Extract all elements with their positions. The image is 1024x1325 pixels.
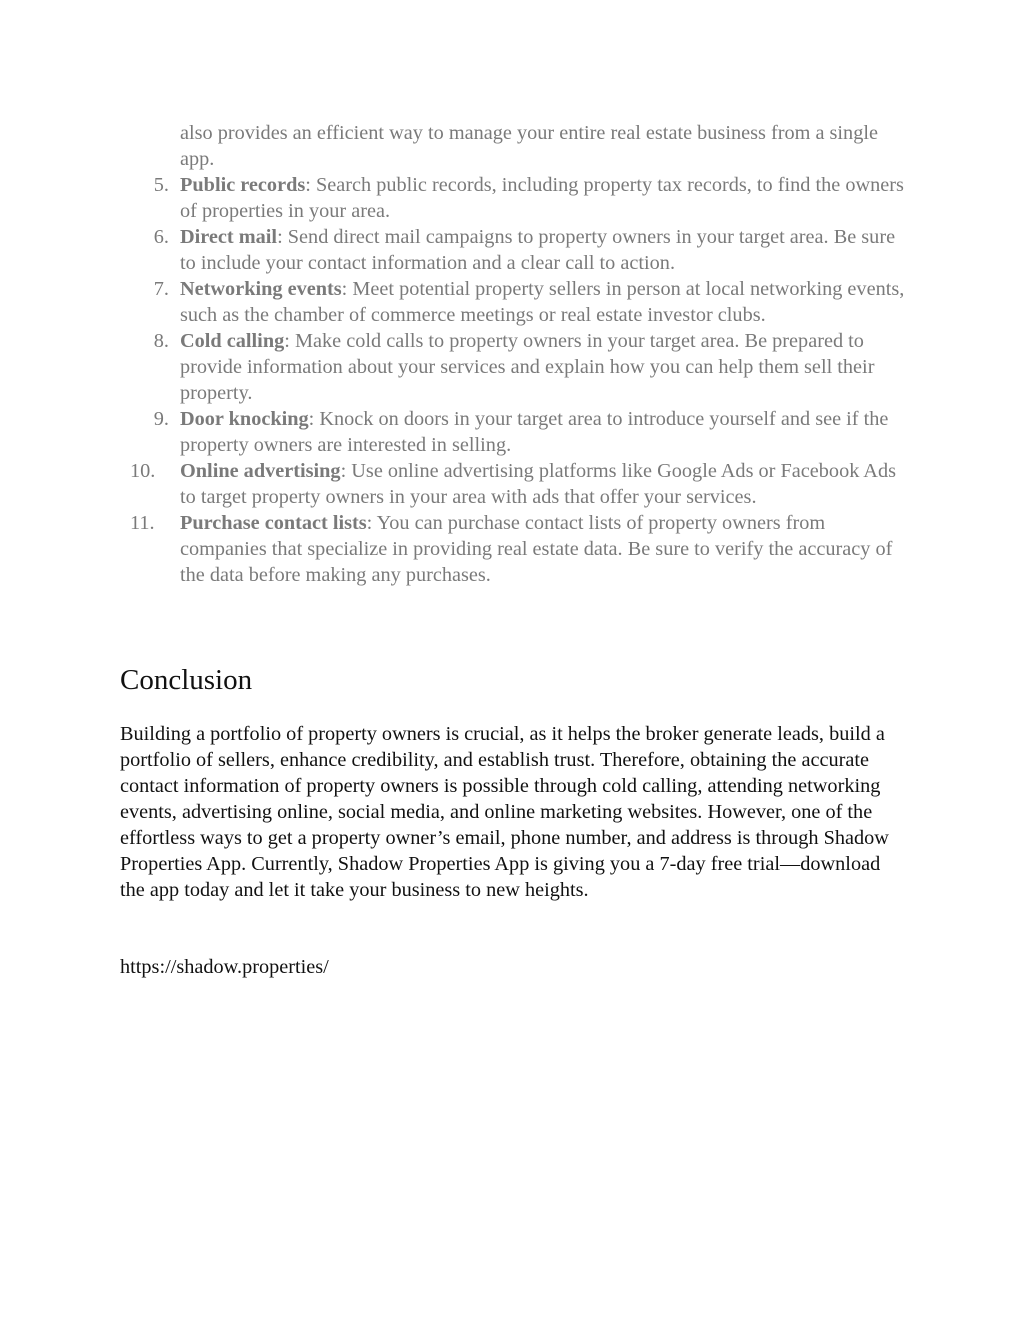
list-item-public-records	[0, 172, 908, 224]
list-item-text: : You can purchase contact lists of property owners from companies that specialize in providing real estate data. Be sure to verify the accuracy of the data before making any purchases.	[180, 512, 893, 586]
conclusion-heading: Conclusion	[120, 664, 253, 696]
list-number: 8.	[153, 330, 169, 352]
list-item-text: : Use online advertising platforms like Google Ads or Facebook Ads to target property owners in your area with ads that offer your services.	[180, 460, 896, 508]
methods-list	[0, 120, 1024, 588]
list-number: 6.	[153, 226, 169, 248]
list-term: Public records	[180, 174, 306, 196]
conclusion-paragraph: Building a portfolio of property owners is crucial, as it helps the broker generate leads, build a portfolio of sellers, enhance credibility, and establish trust. Therefore, obtaining the accurate contact information of property owners is possible through cold calling, attending networking events, advertising online, social media, and online marketing websites. However, one of the effortless ways to get a property owner’s email, phone number, and address is through Shadow Properties App. Currently, Shadow Properties App is giving you a 7-day free trial—download the app today and let it take your business to new heights.	[120, 723, 889, 901]
list-term: Door knocking	[180, 408, 309, 430]
list-item-networking-events	[0, 276, 908, 328]
list-item-text: : Search public records, including property tax records, to find the owners of properties in your area.	[180, 174, 904, 222]
list-item-door-knocking	[0, 406, 908, 458]
list-term: Direct mail	[180, 226, 278, 248]
list-item-text: : Send direct mail campaigns to property owners in your target area. Be sure to include your contact information and a clear call to action.	[180, 226, 896, 274]
list-term: Purchase contact lists	[180, 512, 367, 534]
list-item-text: also provides an efficient way to manage your entire real estate business from a single app.	[180, 122, 878, 170]
list-item-text: : Meet potential property sellers in person at local networking events, such as the chamber of commerce meetings or real estate investor clubs.	[180, 278, 905, 326]
list-number: 11.	[130, 512, 155, 534]
list-number: 5.	[153, 174, 169, 196]
list-term: Cold calling	[180, 330, 285, 352]
list-item-continuation	[0, 120, 908, 172]
list-number: 9.	[153, 408, 169, 430]
list-item-text: : Knock on doors in your target area to introduce yourself and see if the property owners are interested in selling.	[180, 408, 889, 456]
list-item-text: : Make cold calls to property owners in your target area. Be prepared to provide information about your services and explain how you can help them sell their property.	[180, 330, 875, 404]
list-term: Online advertising	[180, 460, 341, 482]
list-item-cold-calling	[0, 328, 908, 406]
list-item-online-advertising	[0, 458, 908, 510]
list-number: 7.	[153, 278, 169, 300]
list-term: Networking events	[180, 278, 342, 300]
list-item-direct-mail	[0, 224, 908, 276]
website-link[interactable]: https://shadow.properties/	[120, 956, 329, 978]
list-number: 10.	[130, 460, 156, 482]
list-item-purchase-contact-lists	[0, 510, 908, 588]
